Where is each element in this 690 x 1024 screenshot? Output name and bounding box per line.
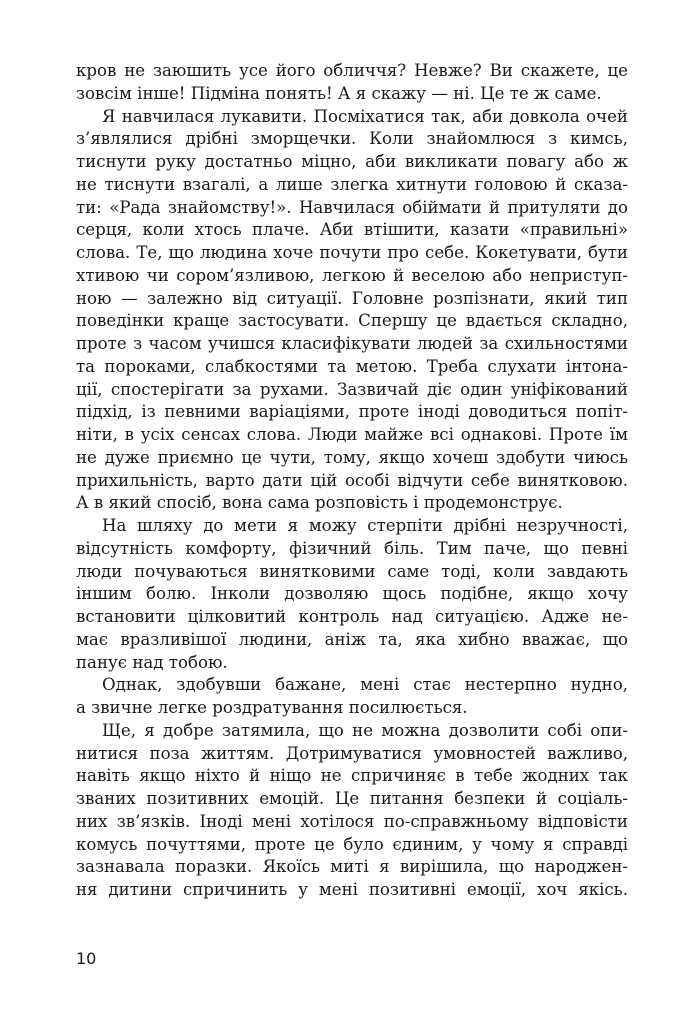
paragraph-5 [76, 720, 628, 902]
text-line: з’являлися дрібні зморщечки. Коли знайомлюся з кимсь, [76, 129, 628, 149]
text-line: слова. Те, що людина хоче почути про себе. Кокетувати, бути [76, 243, 628, 262]
text-line: званих позитивних емоцій. Це питання безпеки й соціаль- [76, 789, 628, 808]
text-line: них зв’язків. Іноді мені хотілося по-справжньому відповісти [76, 811, 628, 831]
text-line: люди почуваються винятковими саме тоді, коли завдають [76, 561, 628, 581]
text-line: Однак, здобувши бажане, мені стає нестерпно нудно, [102, 675, 628, 695]
text-line: ня дитини спричинить у мені позитивні емоції, хоч якісь. [76, 880, 628, 899]
text-line: комусь почуттями, проте це було єдиним, у чому я справді [76, 834, 628, 854]
text-line: не дуже приємно це чути, тому, якщо хочеш здобути чиюсь [76, 447, 628, 467]
text-line: проте з часом учишся класифікувати людей за схильностями [76, 334, 628, 353]
text-line: прихильність, варто дати цій особі відчути себе винятковою. [76, 470, 628, 490]
text-line: іншим болю. Інколи дозволяю щось подібне, якщо хочу [76, 584, 628, 604]
text-line: тиснути руку достатньо міцно, аби викликати повагу або ж [76, 152, 628, 171]
text-line: встановити цілковитий контроль над ситуацією. Адже не- [76, 607, 628, 626]
text-line: Ще, я добре затямила, що не можна дозволити собі опи- [102, 720, 628, 740]
text-line: нитися поза життям. Дотримуватися умовностей важливо, [76, 743, 628, 763]
text-line: зазнавала поразки. Якоїсь миті я вирішила, що народжен- [76, 857, 628, 877]
text-line: кров не заюшить усе його обличчя? Невже? Ви скажете, це [76, 61, 628, 80]
text-line: поведінки краще застосувати. Спершу це вдається складно, [76, 311, 628, 331]
text-line: ти: «Рада знайомству!». Навчилася обіймати й притуляти до [76, 197, 628, 217]
text-line: А в який спосіб, вона сама розповість і продемонструє. [76, 493, 563, 513]
text-line: хтивою чи сором’язливою, легкою й веселою або неприступ- [76, 265, 628, 285]
paragraph-1 [76, 60, 628, 106]
text-line: панує над тобою. [76, 652, 228, 672]
text-line: серця, коли хтось плаче. Аби втішити, казати «правильні» [76, 220, 628, 240]
paragraph-2 [76, 106, 628, 516]
text-line: не тиснути взагалі, а лише злегка хитнути головою й сказа- [76, 174, 628, 194]
text-line: На шляху до мети я можу стерпіти дрібні незручності, [102, 516, 628, 535]
book-page-text [76, 60, 628, 902]
text-line: відсутність комфорту, фізичний біль. Тим паче, що певні [76, 538, 628, 558]
text-line: підхід, із певними варіаціями, проте іноді доводиться попіт- [76, 402, 628, 422]
text-line: ніти, в усіх сенсах слова. Люди майже всі однакові. Проте їм [76, 425, 628, 444]
text-line: а звичне легке роздратування посилюється. [76, 698, 468, 717]
text-line: ції, спостерігати за рухами. Зазвичай діє один уніфікований [76, 379, 628, 399]
text-line: зовсім інше! Підміна понять! А я скажу — ні. Це те ж саме. [76, 83, 602, 103]
page-number: 10 [76, 949, 97, 968]
text-line: має вразливішої людини, аніж та, яка хибно вважає, що [76, 629, 628, 649]
text-line: навіть якщо ніхто й ніщо не спричиняє в тебе жодних так [76, 766, 628, 786]
text-line: Я навчилася лукавити. Посміхатися так, аби довкола очей [102, 106, 628, 126]
paragraph-3 [76, 515, 628, 674]
text-line: ною — залежно від ситуації. Головне розпізнати, який тип [76, 288, 628, 308]
text-line: та пороками, слабкостями та метою. Треба слухати інтона- [76, 356, 628, 376]
paragraph-4 [76, 674, 628, 720]
